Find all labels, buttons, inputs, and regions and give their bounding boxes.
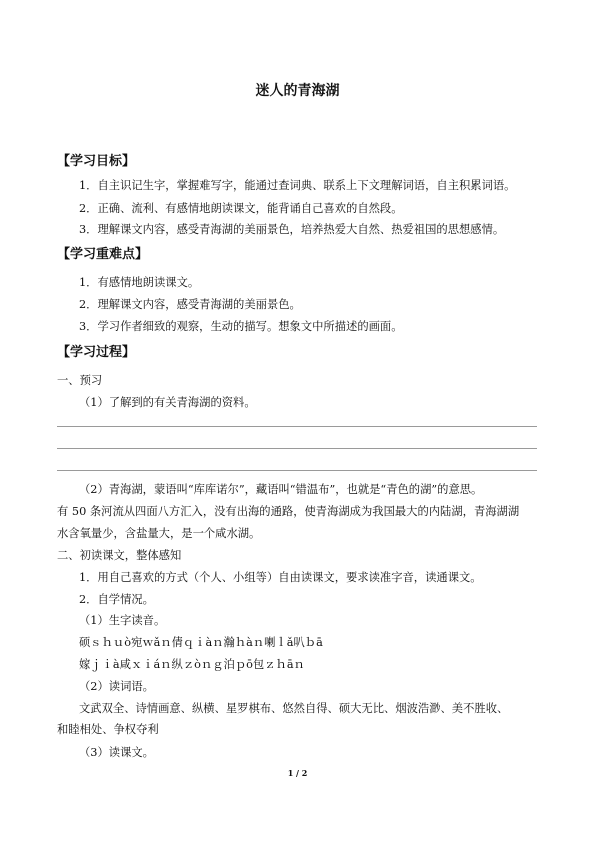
part2-step-2: 2．自学情况。 (79, 593, 154, 606)
section-heading-process: 【学习过程】 (57, 345, 136, 360)
section-heading-goals: 【学习目标】 (57, 154, 136, 169)
answer-line-2 (57, 448, 537, 449)
page-title: 迷人的青海湖 (255, 83, 340, 99)
words-line-1: 文武双全、诗情画意、纵横、星罗棋布、悠然自得、硕大无比、烟波浩渺、美不胜收、 (79, 702, 509, 715)
goal-item-2: 2．正确、流利、有感情地朗读课文，能背诵自己喜欢的自然段。 (79, 202, 403, 215)
pinyin-line-1: 硕ｓｈｕò宛ｗǎｎ倩ｑｉàｎ瀚ｈàｎ喇ｌǎ叭ｂā (79, 636, 323, 649)
pinyin-line-2: 嫁ｊｉà咸ｘｉáｎ纵ｚòｎｇ泊ｐō包ｚｈāｎ (79, 658, 305, 671)
section-heading-key-points: 【学习重难点】 (57, 247, 149, 262)
goal-item-1: 1．自主识记生字，掌握难写字，能通过查词典、联系上下文理解词语，自主积累词语。 (79, 179, 516, 192)
words-line-2: 和睦相处、争权夺利 (57, 723, 159, 736)
preview-question-2-line-2: 有 50 条河流从四面八方汇入，没有出海的通路，使青海湖成为我国最大的内陆湖，青海湖湖 (57, 505, 520, 518)
preview-question-2-line-1: （2）青海湖，蒙语叫“库库诺尔”，藏语叫“错温布”，也就是“青色的湖”的意思。 (79, 483, 483, 496)
key-point-item-2: 2．理解课文内容，感受青海湖的美丽景色。 (79, 298, 301, 311)
preview-question-2-line-3: 水含氧量少，含盐量大，是一个咸水湖。 (57, 527, 261, 540)
part2-step-1: 1．用自己喜欢的方式（个人、小组等）自由读课文，要求读准字音，读通课文。 (79, 571, 482, 584)
goal-item-3: 3．理解课文内容，感受青海湖的美丽景色，培养热爱大自然、热爱祖国的思想感情。 (79, 223, 505, 236)
part2-sub-3: （3）读课文。 (79, 746, 154, 759)
part2-title: 二、初读课文，整体感知 (57, 549, 182, 562)
answer-line-1 (57, 426, 537, 427)
key-point-item-1: 1．有感情地朗读课文。 (79, 276, 200, 289)
key-point-item-3: 3．学习作者细致的观察，生动的描写。想象文中所描述的画面。 (79, 320, 403, 333)
part2-sub-2: （2）读词语。 (79, 680, 154, 693)
part2-sub-1: （1）生字读音。 (79, 614, 166, 627)
part1-title: 一、预习 (57, 374, 103, 387)
page-number: 1 / 2 (287, 768, 308, 778)
preview-question-1: （1）了解到的有关青海湖的资料。 (79, 396, 256, 409)
answer-line-3 (57, 470, 537, 471)
